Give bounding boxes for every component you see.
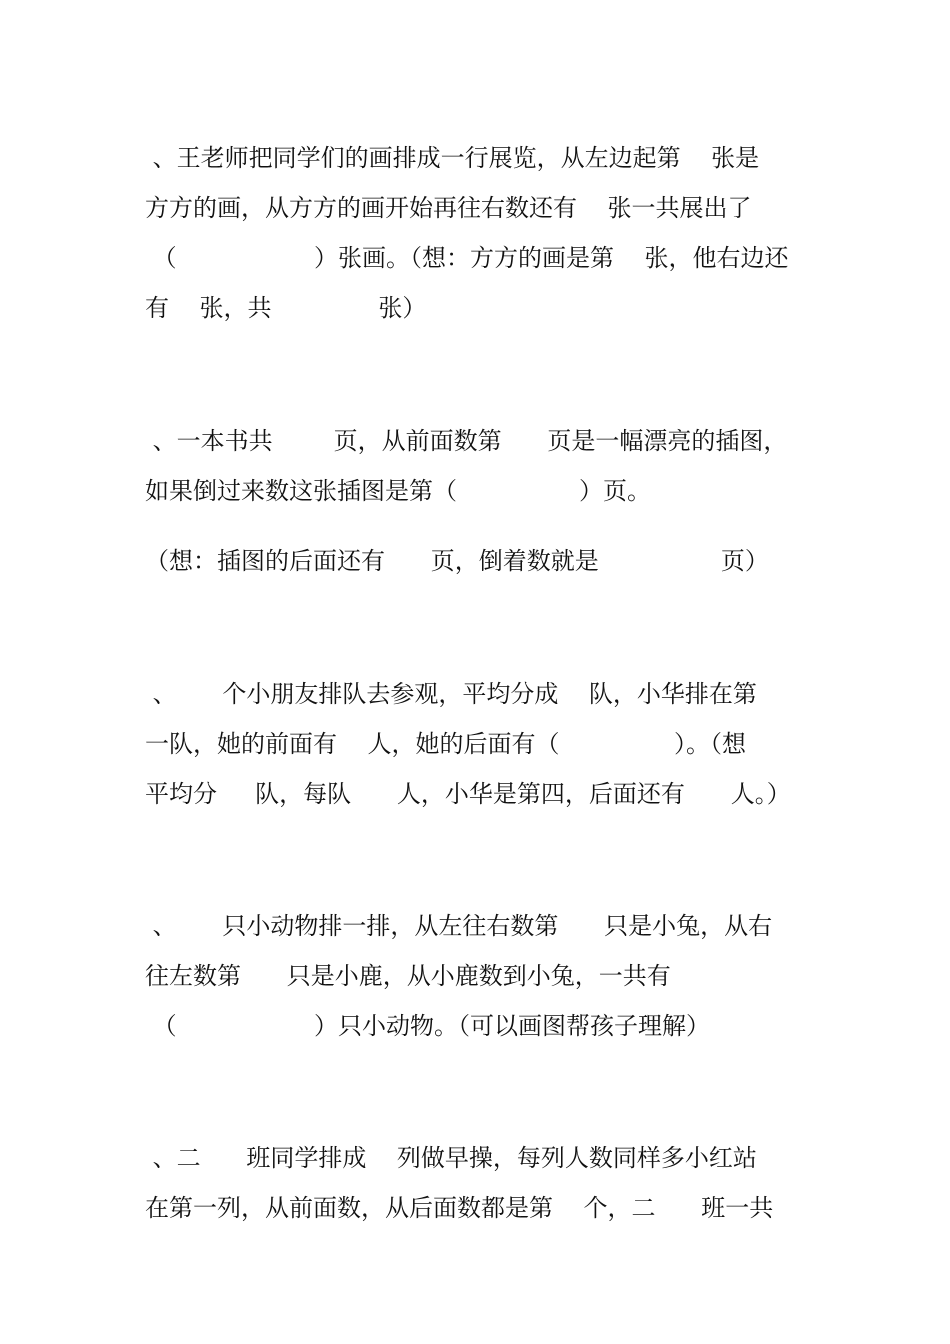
problem-1-line-1: 、王老师把同学们的画排成一行展览，从左边起第 张是 [145,144,760,172]
problem-2-line-3: （想：插图的后面还有 页，倒着数就是 页） [145,547,769,575]
problem-2-line-2: 如果倒过来数这张插图是第（ ）页。 [145,477,652,505]
problem-1-line-2: 方方的画，从方方的画开始再往右数还有 张一共展出了 [145,194,752,222]
problem-5-line-2: 在第一列，从前面数，从后面数都是第 个，二 班一共 [145,1194,774,1222]
problem-1-line-4: 有 张，共 张） [145,294,427,322]
problem-4-line-2: 往左数第 只是小鹿，从小鹿数到小兔，一共有 [145,962,671,990]
problem-3-line-2: 一队，她的前面有 人，她的后面有（ ）。（想 [145,730,746,758]
problem-2-line-1: 、一本书共 页，从前面数第 页是一幅漂亮的插图， [145,427,788,455]
problem-3-line-1: 、 个小朋友排队去参观，平均分成 队，小华排在第 [145,680,757,708]
problem-3-line-3: 平均分 队，每队 人，小华是第四，后面还有 人。） [145,780,791,808]
problem-1-line-3: （ ）张画。（想：方方的画是第 张，他右边还 [145,244,789,272]
problem-5-line-1: 、二 班同学排成 列做早操，每列人数同样多小红站 [145,1144,757,1172]
problem-4-line-3: （ ）只小动物。（可以画图帮孩子理解） [145,1012,710,1040]
problem-4-line-1: 、 只小动物排一排，从左往右数第 只是小兔，从右 [145,912,773,940]
